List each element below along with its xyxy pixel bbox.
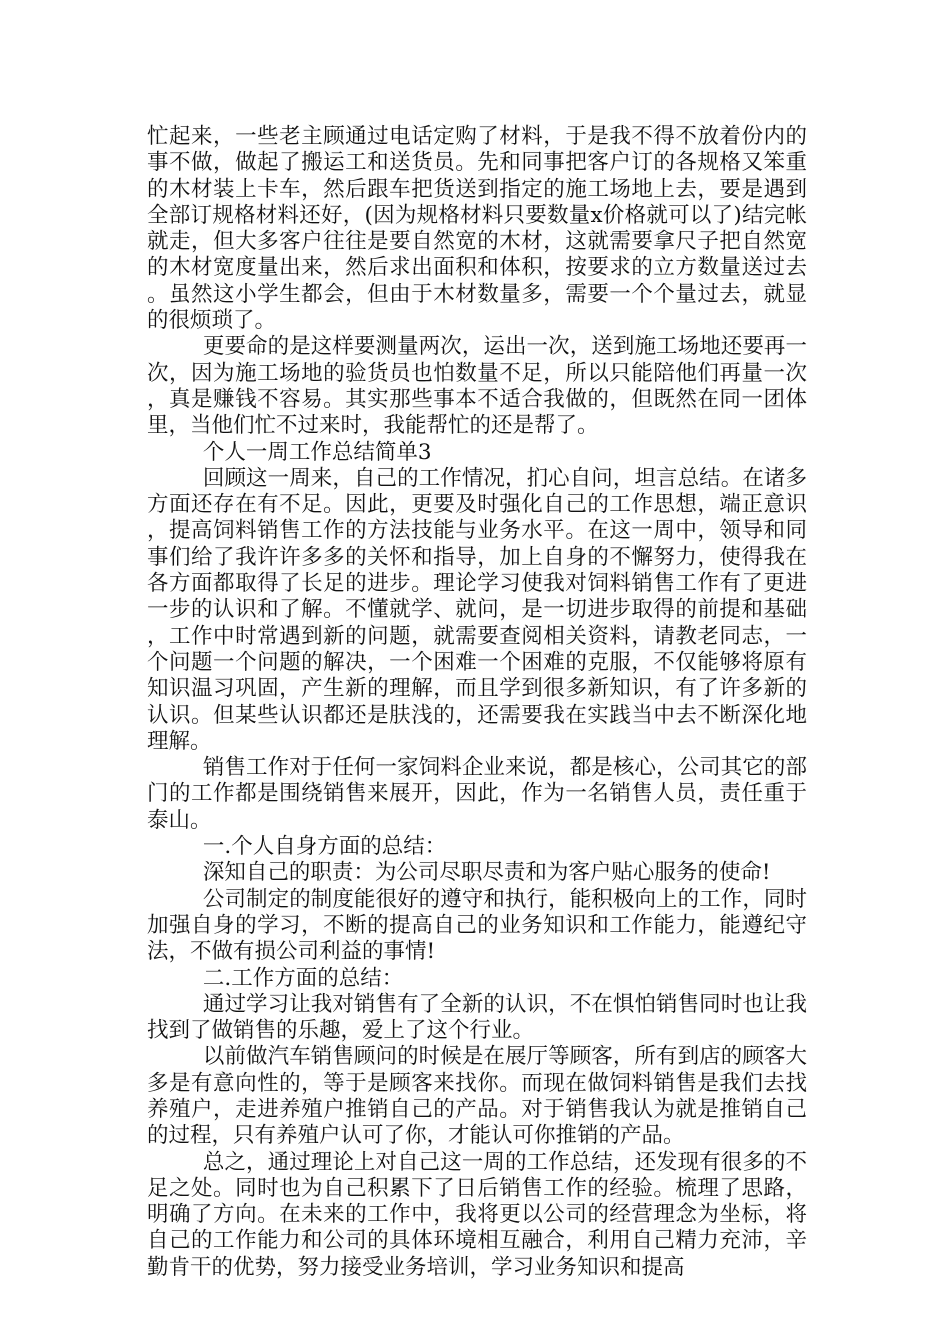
paragraph-4: 回顾这一周来，自己的工作情况，扪心自问，坦言总结。在诸多方面还存在有不足。因此，更要及时强化自己的工作思想，端正意识，提高饲料销售工作的方法技能与业务水平。在这一周中，领导和同事们给了我许许多多的关怀和指导，加上自身的不懈努力，使得我在各方面都取得了长足的进步。理论学习使我对饲料销售工作有了更进一步的认识和了解。不懂就学、就问，是一切进步取得的前提和基础，工作中时常遇到新的问题，就需要查阅相关资料，请教老同志，一个问题一个问题的解决，一个困难一个困难的克服，不仅能够将原有知识温习巩固，产生新的理解，而且学到很多新知识，有了许多新的认识。但某些认识都还是肤浅的，还需要我在实践当中去不断深化地理解。 xyxy=(147,465,807,754)
paragraph-1: 忙起来，一些老主顾通过电话定购了材料，于是我不得不放着份内的事不做，做起了搬运工和送货员。先和同事把客户订的各规格又笨重的木材装上卡车，然后跟车把货送到指定的施工场地上去，要是遇到全部订规格材料还好，(因为规格材料只要数量x价格就可以了)结完帐就走，但大多客户往往是要自然宽的木材，这就需要拿尺子把自然宽的木材宽度量出来，然后求出面积和体积，按要求的立方数量送过去。虽然这小学生都会，但由于木材数量多，需要一个个量过去，就显的很烦琐了。 xyxy=(147,124,807,334)
paragraph-2: 更要命的是这样要测量两次，运出一次，送到施工场地还要再一次，因为施工场地的验货员也怕数量不足，所以只能陪他们再量一次，真是赚钱不容易。其实那些事本不适合我做的，但既然在同一团体里，当他们忙不过来时，我能帮忙的还是帮了。 xyxy=(147,334,807,439)
paragraph-5: 销售工作对于任何一家饲料企业来说，都是核心，公司其它的部门的工作都是围绕销售来展开，因此，作为一名销售人员，责任重于泰山。 xyxy=(147,755,807,833)
paragraph-10: 通过学习让我对销售有了全新的认识，不在惧怕销售同时也让我找到了做销售的乐趣，爱上了这个行业。 xyxy=(147,991,807,1044)
paragraph-7: 深知自己的职责：为公司尽职尽责和为客户贴心服务的使命! xyxy=(202,860,771,886)
paragraph-11: 以前做汽车销售顾问的时候是在展厅等顾客，所有到店的顾客大多是有意向性的，等于是顾客来找你。而现在做饲料销售是我们去找养殖户，走进养殖户推销自己的产品。对于销售我认为就是推销自己的过程，只有养殖户认可了你，才能认可你推销的产品。 xyxy=(147,1044,807,1149)
subheading-work: 二.工作方面的总结： xyxy=(202,965,404,991)
paragraph-8: 公司制定的制度能很好的遵守和执行，能积极向上的工作，同时加强自身的学习，不断的提高自己的业务知识和工作能力，能遵纪守法，不做有损公司利益的事情! xyxy=(147,886,807,965)
document-page xyxy=(147,124,807,1281)
section-heading-3: 个人一周工作总结简单3 xyxy=(202,439,432,465)
paragraph-12: 总之，通过理论上对自己这一周的工作总结，还发现有很多的不足之处。同时也为自己积累下了日后销售工作的经验。梳理了思路，明确了方向。在未来的工作中，我将更以公司的经营理念为坐标，将自己的工作能力和公司的具体环境相互融合，利用自己精力充沛，辛勤肯干的优势，努力接受业务培训，学习业务知识和提高 xyxy=(147,1149,807,1280)
subheading-personal: 一.个人自身方面的总结： xyxy=(202,834,447,860)
